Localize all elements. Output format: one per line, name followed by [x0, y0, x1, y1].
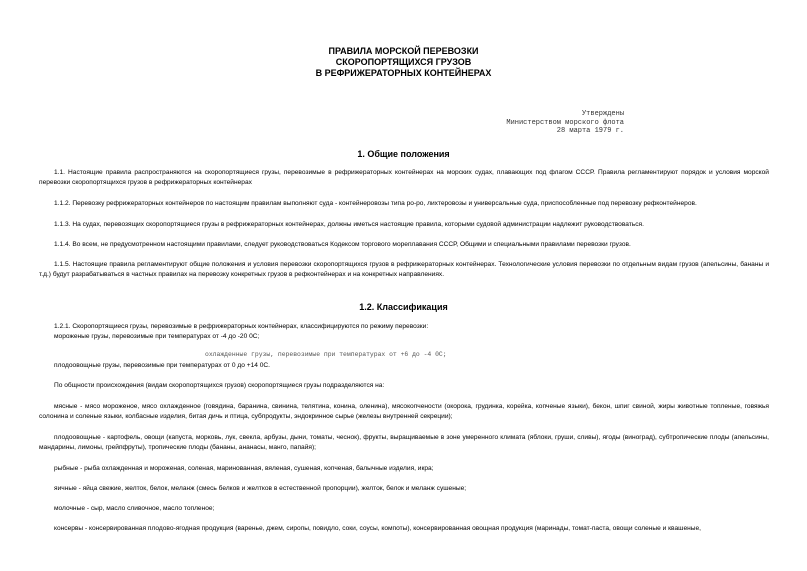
chilled-goods-line: охлажденные грузы, перевозимые при температурах от +6 до -4 0С;	[205, 351, 447, 358]
doc-title-line-3: В РЕФРИЖЕРАТОРНЫХ КОНТЕЙНЕРАХ	[315, 68, 492, 78]
paragraph-1-1-2: 1.1.2. Перевозку рефрижераторных контейнеров по настоящим правилам выполняют суда - контейнеровозы типа ро-ро, лихтеровозы и универсальные суда, приспособленные под перевозку рефконтейнеров.	[54, 200, 697, 207]
fruitveg-goods-line: плодоовощные грузы, перевозимые при температурах от 0 до +14 0С.	[54, 362, 270, 369]
doc-title-line-1: ПРАВИЛА МОРСКОЙ ПЕРЕВОЗКИ	[328, 46, 479, 56]
section-heading-classification: 1.2. Классификация	[359, 302, 448, 312]
origin-intro: По общности происхождения (видам скоропортящихся грузов) скоропортящиеся грузы подразделяются на:	[54, 382, 385, 389]
category-fish: рыбные - рыба охлажденная и мороженая, соленая, маринованная, вяленая, сушеная, копченая, балычные изделия, икра;	[54, 465, 434, 472]
section-heading-general: 1. Общие положения	[357, 149, 450, 159]
approval-block	[506, 110, 624, 136]
approval-line-3: 28 марта 1979 г.	[556, 127, 624, 135]
category-produce: плодоовощные - картофель, овощи (капуста, морковь, лук, свекла, арбузы, дыни, томаты, чеснок), фрукты, выращиваемые в зоне умеренного климата (яблоки, груши, сливы), ягоды (виноград), субтропические плоды (апельсины, мандарины, лимоны, грейпфруты), тропические плоды (бананы, ананасы, манго, папайя);	[39, 434, 769, 451]
paragraph-1-1-4: 1.1.4. Во всем, не предусмотренном настоящими правилами, следует руководствоваться Кодексом торгового мореплавания СССР, Общими и специальными правилами перевозки грузов.	[54, 241, 631, 248]
category-canned: консервы - консервированная плодово-ягодная продукция (варенье, джем, сиропы, повидло, соки, соусы, компоты), консервированная овощная продукция (маринады, томат-паста, овощи соленые и квашеные,	[54, 525, 701, 532]
paragraph-1-1-3: 1.1.3. На судах, перевозящих скоропортящиеся грузы в рефрижераторных контейнерах, должны иметься настоящие правила, которыми судовой администрации надлежит руководствоваться.	[54, 221, 644, 228]
frozen-goods-line: мороженые грузы, перевозимые при температурах от -4 до -20 0С;	[54, 333, 260, 340]
approval-line-2: Министерством морского флота	[506, 118, 624, 127]
category-eggs: яичные - яйца свежие, желток, белок, меланж (смесь белков и желтков в естественной пропорции), желток, белок и меланж сушеные;	[54, 485, 467, 492]
approval-line-1: Утверждены	[581, 110, 624, 118]
doc-title-line-2: СКОРОПОРТЯЩИХСЯ ГРУЗОВ	[335, 57, 472, 67]
category-meat: мясные - мясо мороженое, мясо охлажденное (говядина, баранина, свинина, телятина, конина, оленина), мясокопчености (окорока, грудинка, корейка, копченые языки), бекон, шпиг свиной, жиры животные топленые, говяжья солонина и соленые языки, колбасные изделия, битая дичь и птица, субпродукты, эндокринное сырье (железы внутренней секреции);	[39, 403, 769, 420]
category-dairy: молочные - сыр, масло сливочное, масло топленое;	[54, 505, 215, 512]
paragraph-1-1: 1.1. Настоящие правила распространяются на скоропортящиеся грузы, перевозимые в рефрижераторных контейнерах на морских судах, плавающих под флагом СССР. Правила регламентируют порядок и условия морской перевозки скоропортящихся грузов в рефрижераторных контейнерах	[39, 169, 769, 186]
paragraph-1-1-5: 1.1.5. Настоящие правила регламентируют общие положения и условия перевозки скоропортящихся грузов в рефрижераторных контейнерах. Технологические условия перевозки по отдельным видам грузов (апельсины, бананы и т.д.) будут разрабатываться в частных правилах на перевозку конкретных грузов в рефконтейнерах и на конкретных направлениях.	[39, 261, 769, 278]
paragraph-1-2-1: 1.2.1. Скоропортящиеся грузы, перевозимые в рефрижераторных контейнерах, классифицируются по режиму перевозки:	[54, 323, 429, 330]
